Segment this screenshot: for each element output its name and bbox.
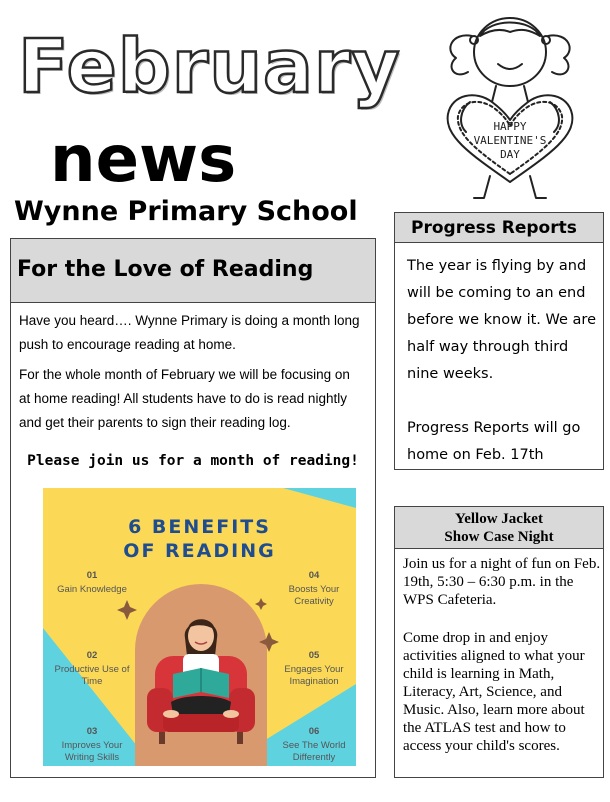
showcase-paragraph-2: Come drop in and enjoy activities aligned to what your child is learning in Math, Literacy, Art, Science, and Music. Also, learn more about the ATLAS test and how to access your child's scores. xyxy=(403,630,585,754)
benefit-label: Boosts Your Creativity xyxy=(288,584,340,607)
reading-article-header xyxy=(11,239,375,303)
sparkle-icon xyxy=(255,598,267,610)
showcase-title-line1: Yellow Jacket xyxy=(455,511,543,527)
reading-paragraph-2: For the whole month of February we will be focusing on at home reading! All students have to do is read nightly and get their parents to sign their reading log. xyxy=(19,367,350,430)
showcase-night-header xyxy=(395,507,603,549)
valentine-text-line2: VALENTINE'S xyxy=(473,134,547,147)
progress-reports-title: Progress Reports xyxy=(411,218,577,238)
reading-paragraph-1: Have you heard…. Wynne Primary is doing a month long push to encourage reading at home. xyxy=(19,313,360,352)
benefit-number: 06 xyxy=(308,726,320,737)
benefit-label: See The World Differently xyxy=(282,740,346,763)
teal-corner-top xyxy=(283,488,356,508)
valentine-text-line3: DAY xyxy=(500,148,520,161)
benefit-label: Engages Your Imagination xyxy=(284,664,344,687)
benefit-item xyxy=(269,726,356,764)
progress-paragraph-2: Progress Reports will go home on Feb. 17th xyxy=(407,420,581,463)
benefit-number: 02 xyxy=(86,650,98,661)
benefit-number: 05 xyxy=(308,650,320,661)
progress-paragraph-1: The year is flying by and will be coming to an end before we know it. We are half way through third nine weeks. xyxy=(407,258,596,382)
benefit-number: 04 xyxy=(308,570,320,581)
benefit-item xyxy=(47,726,137,764)
showcase-night-box xyxy=(394,506,604,778)
showcase-paragraph-1: Join us for a night of fun on Feb. 19th, 5:30 – 6:30 p.m. in the WPS Cafeteria. xyxy=(403,556,601,608)
progress-reports-box xyxy=(394,212,604,470)
benefit-label: Productive Use of Time xyxy=(54,664,130,687)
showcase-title-line2: Show Case Night xyxy=(444,529,554,545)
valentine-text-line1: HAPPY xyxy=(493,120,527,133)
benefit-item xyxy=(269,650,356,688)
reading-call-to-action: Please join us for a month of reading! xyxy=(27,453,359,469)
benefit-number: 01 xyxy=(86,570,98,581)
valentine-girl-clipart xyxy=(430,6,590,202)
benefit-number: 03 xyxy=(86,726,98,737)
benefit-label: Improves Your Writing Skills xyxy=(61,740,123,763)
infographic-title-line1: 6 BENEFITS xyxy=(128,516,271,538)
reading-article-title: For the Love of Reading xyxy=(17,257,314,282)
benefits-of-reading-infographic xyxy=(43,488,356,766)
benefit-item xyxy=(47,650,137,688)
benefit-label: Gain Knowledge xyxy=(57,584,127,595)
school-name: Wynne Primary School xyxy=(14,196,358,227)
newsletter-subtitle: news xyxy=(50,123,237,197)
benefit-item xyxy=(47,570,137,596)
newsletter-month-title: February xyxy=(18,24,401,110)
progress-reports-header xyxy=(395,213,603,243)
sparkle-icon xyxy=(117,600,137,620)
benefit-item xyxy=(269,570,356,608)
infographic-title-line2: OF READING xyxy=(123,540,276,562)
